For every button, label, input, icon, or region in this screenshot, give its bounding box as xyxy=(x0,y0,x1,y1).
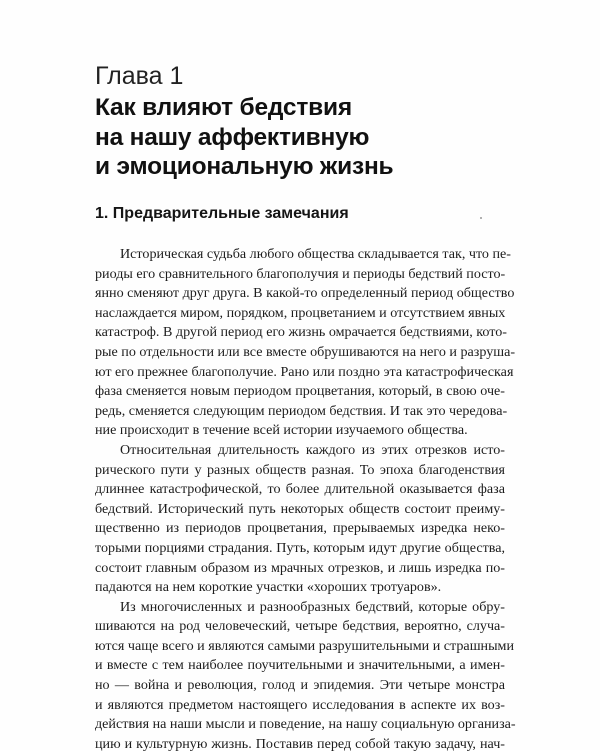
chapter-label: Глава 1 xyxy=(95,62,184,90)
paragraph-line: но — война и революция, голод и эпидемия. Эти четыре монстра xyxy=(95,677,505,694)
paragraph-line: наслаждается миром, порядком, процветанием и отсутствием явных xyxy=(95,304,506,321)
paragraph-line: ются чаще всего и являются самыми разрушительными и страшными xyxy=(95,637,515,654)
paragraph-line: рые по отдельности или все вместе обрушиваются на него и разруша- xyxy=(95,343,516,360)
chapter-title-line: и эмоциональную жизнь xyxy=(95,153,394,180)
paragraph-line: ние происходит в течение всей истории изучаемого общества. xyxy=(95,422,468,439)
paragraph-line: ют его прежнее благополучие. Рано или поздно эта катастрофическая xyxy=(95,363,514,380)
paragraph-line: Относительная длительность каждого из этих отрезков исто- xyxy=(120,441,505,458)
body-text xyxy=(95,245,516,754)
paragraph-line: риоды его сравнительного благополучия и периоды бедствий посто- xyxy=(95,265,506,282)
paragraph-line: шиваются на род человеческий, четыре бедствия, вероятно, случа- xyxy=(95,618,505,635)
paragraph-line: состоит главным образом из мрачных отрезков, и лишь изредка по- xyxy=(95,559,505,576)
paragraph-line: редь, сменяется следующим периодом бедствия. И так это чередова- xyxy=(95,402,508,419)
paragraph-line: рического пути у разных обществ разная. То эпоха благоденствия xyxy=(95,461,505,478)
chapter-title-line: на нашу аффективную xyxy=(95,123,370,151)
paragraph-line: бедствий. Исторический путь некоторых обществ состоит преиму- xyxy=(95,500,505,517)
paragraph-line: цию и культурную жизнь. Поставив перед собой такую задачу, нач- xyxy=(95,735,505,752)
paragraph-line: длиннее катастрофической, то более длительной оказывается фаза xyxy=(95,481,505,498)
paragraph-line: падаются на нем короткие участки «хороших тротуаров». xyxy=(95,579,442,596)
paragraph-line: янно сменяют друг друга. В какой-то определенный период общество xyxy=(95,285,515,302)
paragraph-line: катастроф. В другой период его жизнь омрачается бедствиями, кото- xyxy=(95,324,507,341)
chapter-title-line: Как влияют бедствия xyxy=(95,94,352,121)
scan-speck xyxy=(480,217,482,219)
section-heading: 1. Предварительные замечания xyxy=(95,205,349,222)
paragraph-line: Из многочисленных и разнообразных бедствий, которые обру- xyxy=(120,598,505,615)
paragraph-line: торыми порциями страдания. Путь, которым идут другие общества, xyxy=(95,539,505,556)
paragraph-line: щественно из периодов процветания, прерываемых изредка неко- xyxy=(95,520,505,537)
paragraph-line: Историческая судьба любого общества складывается так, что пе- xyxy=(120,246,511,262)
paragraph-line: фаза сменяется новым периодом процветания, который, в свою оче- xyxy=(95,383,505,400)
chapter-title xyxy=(95,93,393,182)
paragraph-line: и вместе с тем наиболее поучительными и значительными, а имен- xyxy=(95,657,505,674)
paragraph-line: действия на наши мысли и поведение, на нашу социальную организа- xyxy=(95,716,516,733)
paragraph-line: и являются предметом настоящего исследования в аспекте их воз- xyxy=(95,696,505,713)
